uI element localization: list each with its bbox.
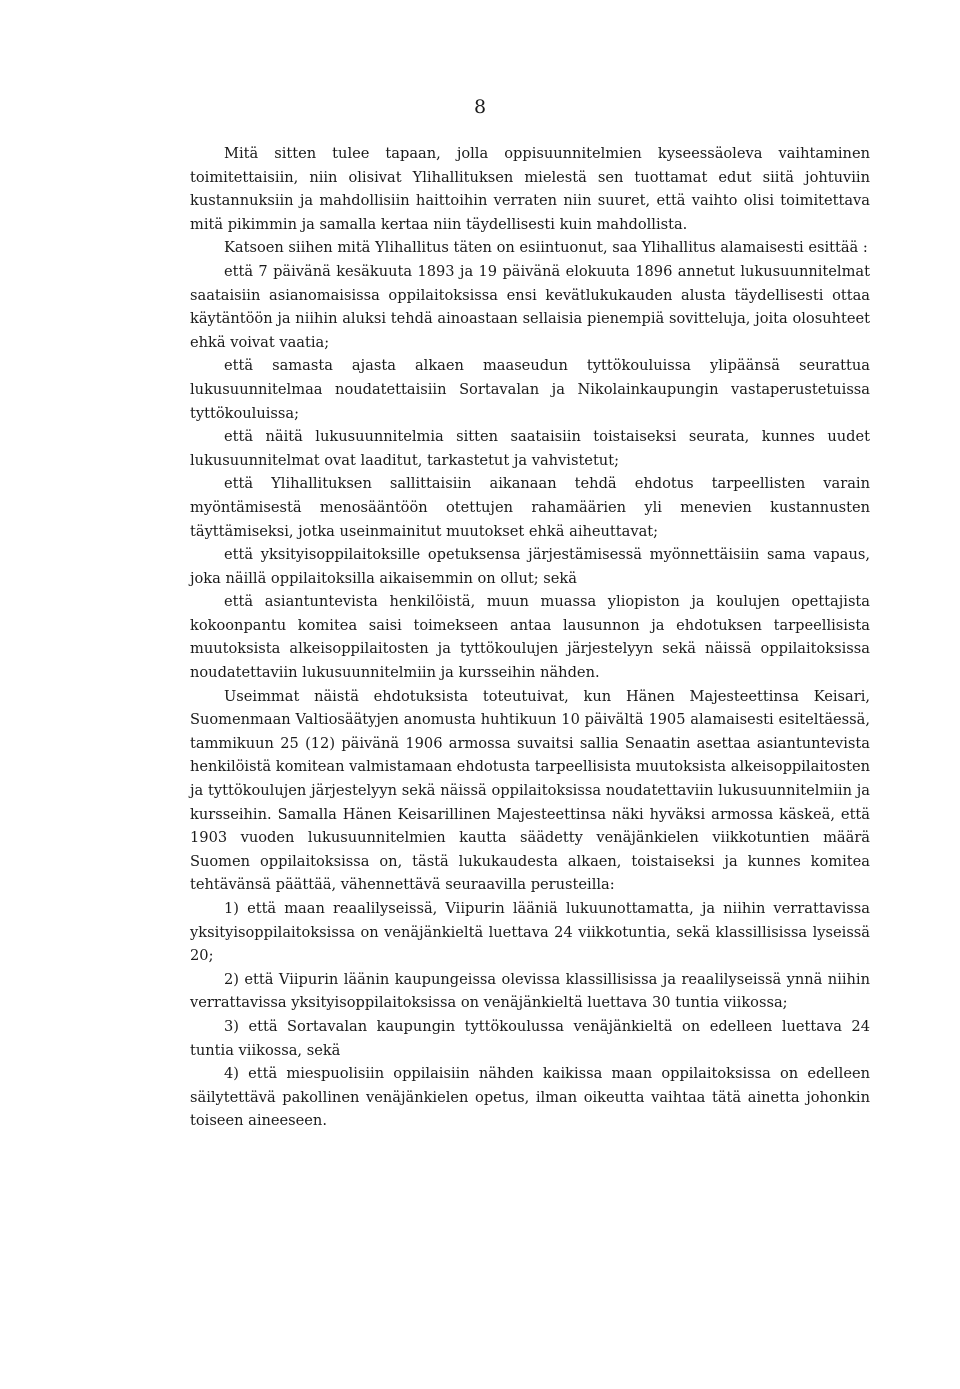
paragraph-3: että 7 päivänä kesäkuuta 1893 ja 19 päivänä elokuuta 1896 annetut lukusuunnitelmat saataisiin asianomaisissa oppilaitoksissa ensi kevätlukukauden alusta täydellisesti ottaa käytäntöön ja niihin aluksi tehdä ainoastaan sellaisia pienempiä sovitteluja, joita olosuhteet ehkä voivat vaatia; xyxy=(190,262,870,351)
body-text xyxy=(190,142,870,1133)
paragraph-12: 3) että Sortavalan kaupungin tyttökoulussa venäjänkieltä on edelleen luettava 24 tuntia viikossa, sekä xyxy=(190,1017,870,1059)
paragraph-11: 2) että Viipurin läänin kaupungeissa olevissa klassillisissa ja reaalilyseissä ynnä niihin verrattavissa yksityisoppilaitoksissa on venäjänkieltä luettava 30 tuntia viikossa; xyxy=(190,970,870,1012)
paragraph-1: Mitä sitten tulee tapaan, jolla oppisuunnitelmien kyseessäoleva vaihtaminen toimitettaisiin, niin olisivat Ylihallituksen mielestä sen tuottamat edut siitä johtuviin kustannuksiin ja mahdollisiin haittoihin verraten niin suuret, että vaihto olisi toimitettava mitä pikimmin ja samalla kertaa niin täydellisesti kuin mahdollista. xyxy=(190,145,870,233)
paragraph-13: 4) että miespuolisiin oppilaisiin nähden kaikissa maan oppilaitoksissa on edelleen säilytettävä pakollinen venäjänkielen opetus, ilman oikeutta vaihtaa tätä ainetta johonkin toiseen aineeseen. xyxy=(190,1065,870,1130)
paragraph-6: että Ylihallituksen sallittaisiin aikanaan tehdä ehdotus tarpeellisten varain myöntämisestä menosääntöön otettujen rahamäärien yli menevien kustannusten täyttämiseksi, jotka useinmainitut muutokset ehkä aiheuttavat; xyxy=(190,475,870,540)
paragraph-4: että samasta ajasta alkaen maaseudun tyttökouluissa ylipäänsä seurattua lukusuunnitelmaa noudatettaisiin Sortavalan ja Nikolainkaupungin vastaperustetuissa tyttökouluissa; xyxy=(190,357,870,422)
paragraph-10: 1) että maan reaalilyseissä, Viipurin lääniä lukuunottamatta, ja niihin verrattavissa yksityisoppilaitoksissa on venäjänkieltä luettava 24 viikkotuntia, sekä klassillisissa lyseissä 20; xyxy=(190,900,870,965)
paragraph-9: Useimmat näistä ehdotuksista toteutuivat, kun Hänen Majesteettinsa Keisari, Suomenmaan Valtiosäätyjen anomusta huhtikuun 10 päivältä 1905 alamaisesti esiteltäessä, tammikuun 25 (12) päivänä 1906 armossa suvaitsi sallia Senaatin asettaa asiantuntevista henkilöistä komitean valmistamaan ehdotusta tarpeellisista muutoksista alkeisoppilaitosten ja tyttökoulujen järjestelyyn sekä näissä oppilaitoksissa noudatettaviin lukusuunnitelmiin ja kursseihin. Samalla Hänen Keisarillinen Majesteettinsa näki hyväksi armossa käskeä, että 1903 vuoden lukusuunnitelmien kautta säädetty venäjänkielen viikkotuntien määrä Suomen oppilaitoksissa on, tästä lukukaudesta alkaen, toistaiseksi ja kunnes komitea tehtävänsä päättää, vähennettävä seuraavilla perusteilla: xyxy=(190,687,870,894)
paragraph-8: että asiantuntevista henkilöistä, muun muassa yliopiston ja koulujen opettajista kokoonpantu komitea saisi toimekseen antaa lausunnon ja ehdotuksen tarpeellisista muutoksista alkeisoppilaitosten ja tyttökoulujen järjestelyyn sekä näissä oppilaitoksissa noudatettaviin lukusuunnitelmiin ja kursseihin nähden. xyxy=(190,593,870,682)
paragraph-5: että näitä lukusuunnitelmia sitten saataisiin toistaiseksi seurata, kunnes uudet lukusuunnitelmat ovat laaditut, tarkastetut ja vahvistetut; xyxy=(190,428,870,469)
paragraph-7: että yksityisoppilaitoksille opetuksensa järjestämisessä myönnettäisiin sama vapaus, joka näillä oppilaitoksilla aikaisemmin on ollut; sekä xyxy=(190,546,870,587)
page-number: 8 xyxy=(473,96,487,118)
paragraph-2: Katsoen siihen mitä Ylihallitus täten on esiintuonut, saa Ylihallitus alamaisesti esittää : xyxy=(224,239,868,257)
